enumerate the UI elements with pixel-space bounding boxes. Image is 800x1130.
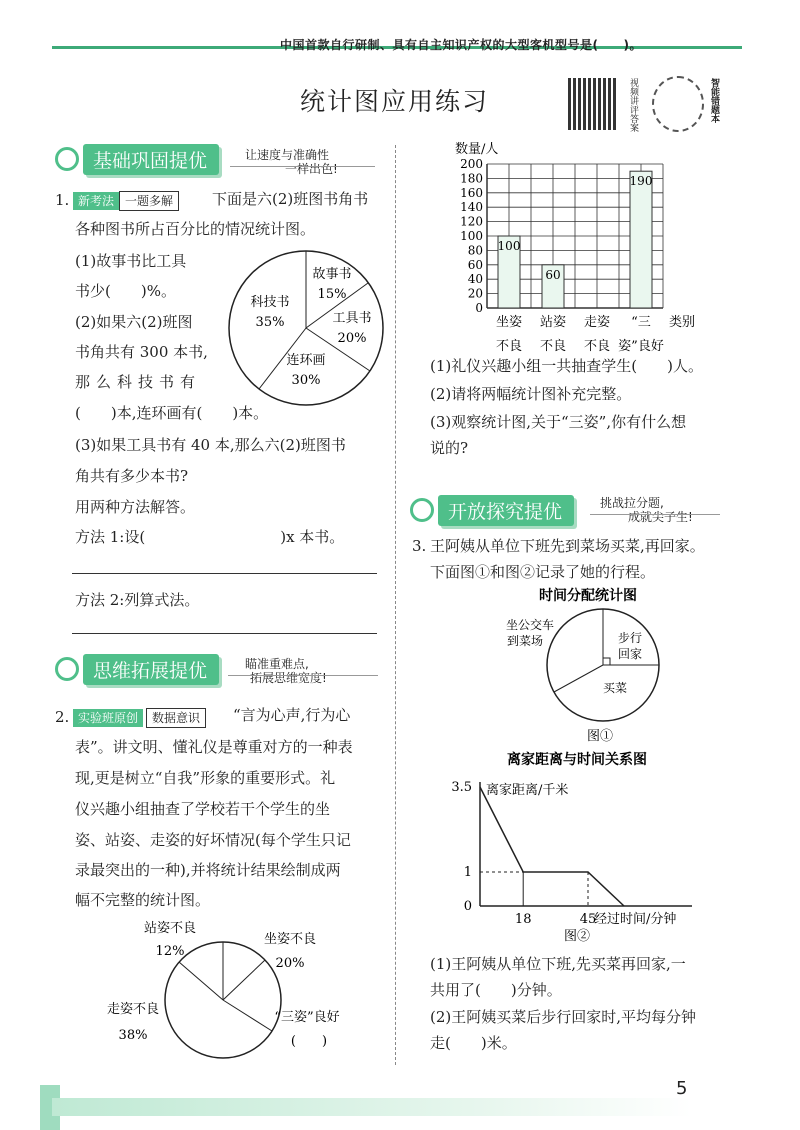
x-tick-label: “三 bbox=[631, 315, 651, 330]
pie-chart-time bbox=[470, 582, 690, 750]
y-tick-label: 0 bbox=[475, 301, 483, 315]
q2-line: 录最突出的一种),并将统计结果绘制成两 bbox=[75, 861, 341, 879]
page-number: 5 bbox=[676, 1078, 688, 1099]
slogan-line: 一样出色! bbox=[285, 162, 338, 176]
y-tick-label: 180 bbox=[460, 171, 483, 186]
y-tick-label: 40 bbox=[467, 272, 483, 287]
q1-p2-line: 那么科技书有 bbox=[75, 373, 202, 391]
q3-sub1: 共用了( )分钟。 bbox=[430, 981, 562, 999]
section-header-basic bbox=[55, 145, 219, 173]
app-caption: 智能错题本 bbox=[709, 78, 719, 123]
y-tick-label: 140 bbox=[460, 200, 483, 215]
q1-p1-line: 书少( )%。 bbox=[75, 282, 176, 300]
pie-value: 20% bbox=[337, 331, 367, 346]
qr-code-icon[interactable] bbox=[568, 78, 618, 130]
q2-line: 现,更是树立“自我”形象的重要形式。礼 bbox=[75, 769, 336, 787]
x-tick-label: 走姿 bbox=[583, 315, 611, 330]
q2-sub3: (3)观察统计图,关于“三姿”,你有什么想 bbox=[430, 413, 687, 431]
pie-label: “三姿”良好 bbox=[274, 1010, 340, 1025]
x-tick-label: 不良 bbox=[495, 339, 523, 353]
qr-caption: 视频讲评答案 bbox=[628, 78, 638, 132]
slogan-line: 成就尖子生! bbox=[628, 510, 693, 524]
chart-caption: 图② bbox=[563, 929, 591, 944]
y-tick-label: 1 bbox=[463, 865, 472, 880]
section-header-explore bbox=[410, 496, 574, 524]
pie-label: 科技书 bbox=[250, 295, 290, 310]
pie-chart-books bbox=[222, 244, 392, 414]
line-chart-distance bbox=[432, 748, 722, 946]
bar-chart-posture bbox=[420, 138, 720, 353]
y-tick-label: 100 bbox=[460, 229, 483, 243]
q2-line: 姿、站姿、走姿的好坏情况(每个学生只记 bbox=[75, 831, 351, 849]
q2-sub3: 说的? bbox=[430, 439, 469, 457]
pie-label: 故事书 bbox=[312, 267, 352, 282]
x-axis-label: 经过时间/分钟 bbox=[594, 912, 677, 927]
page-title: 统计图应用练习 bbox=[300, 87, 490, 116]
y-tick-label: 160 bbox=[460, 185, 483, 200]
q3-number: 3. bbox=[412, 537, 427, 555]
bottom-decoration bbox=[52, 1098, 692, 1116]
chart-title: 时间分配统计图 bbox=[539, 588, 637, 604]
column-divider bbox=[395, 145, 396, 1065]
y-tick-label: 80 bbox=[467, 243, 483, 258]
pie-label: 走姿不良 bbox=[106, 1002, 160, 1017]
pie-divider bbox=[223, 1000, 272, 1031]
section-badge: 思维拓展提优 bbox=[83, 654, 219, 685]
bar-value-label: 60 bbox=[545, 267, 561, 282]
q1-p2-line: (2)如果六(2)班图 bbox=[75, 313, 193, 331]
q1-number: 1. bbox=[55, 191, 70, 209]
q2-line: 仪兴趣小组抽查了学校若干个学生的坐 bbox=[75, 800, 331, 818]
x-tick-label: 站姿 bbox=[539, 315, 567, 330]
method-1: 方法 1:设( )x 本书。 bbox=[75, 528, 345, 546]
pie-label: 工具书 bbox=[332, 311, 372, 326]
q2-sub1: (1)礼仪兴趣小组一共抽查学生( )人。 bbox=[430, 357, 703, 375]
y-tick-label: 120 bbox=[460, 214, 483, 229]
x-tick-label: 不良 bbox=[539, 339, 567, 353]
pie-label: 步行 bbox=[617, 631, 643, 645]
pie-label: 坐公交车 bbox=[505, 618, 555, 632]
q2-number: 2. bbox=[55, 708, 70, 726]
slogan-rule bbox=[230, 166, 375, 167]
pie-divider bbox=[223, 960, 265, 1000]
app-logo-icon bbox=[652, 76, 704, 132]
q1-intro-1: 下面是六(2)班图书角书 bbox=[212, 190, 369, 208]
x-tick-label: 45 bbox=[579, 912, 597, 927]
pie-value: 35% bbox=[255, 315, 285, 330]
slogan-rule bbox=[228, 675, 378, 676]
slogan-line: 让速度与准确性 bbox=[245, 148, 330, 162]
pie-value: 15% bbox=[317, 287, 347, 302]
q3-sub2: 走( )米。 bbox=[430, 1034, 517, 1052]
pie-divider bbox=[554, 665, 603, 692]
chart-caption: 图① bbox=[586, 729, 614, 744]
slogan-rule bbox=[590, 514, 720, 515]
chart-title: 离家距离与时间关系图 bbox=[507, 752, 647, 768]
bar-value-label: 190 bbox=[629, 174, 653, 189]
q2-tags bbox=[73, 707, 206, 728]
section-header-extend bbox=[55, 655, 219, 683]
pie-value: 38% bbox=[118, 1028, 148, 1043]
pie-label: 到菜场 bbox=[506, 634, 544, 648]
q3-sub2: (2)王阿姨买菜后步行回家时,平均每分钟 bbox=[430, 1008, 697, 1026]
q2-sub2: (2)请将两幅统计图补充完整。 bbox=[430, 385, 632, 403]
answer-rule bbox=[72, 633, 377, 634]
y-tick-label: 20 bbox=[467, 286, 483, 301]
slogan-line: 拓展思维宽度! bbox=[250, 671, 327, 685]
q1-p3-line: (3)如果工具书有 40 本,那么六(2)班图书 bbox=[75, 436, 346, 454]
section-badge: 基础巩固提优 bbox=[83, 144, 219, 175]
q3-line: 王阿姨从单位下班先到菜场买菜,再回家。 bbox=[430, 537, 705, 555]
section-badge: 开放探究提优 bbox=[438, 495, 574, 526]
pie-divider bbox=[179, 962, 223, 1000]
pie-chart-posture bbox=[95, 915, 385, 1065]
pie-label: 回家 bbox=[617, 647, 643, 661]
pie-value: 20% bbox=[275, 956, 305, 971]
q1-p1-line: (1)故事书比工具 bbox=[75, 252, 187, 270]
x-tick-label: 不良 bbox=[583, 339, 611, 353]
q2-line: “言为心声,行为心 bbox=[233, 706, 351, 724]
q1-tags bbox=[73, 190, 179, 211]
pie-value: ( ) bbox=[290, 1034, 328, 1049]
slogan-line: 瞄准重难点, bbox=[245, 657, 309, 671]
q2-line: 幅不完整的统计图。 bbox=[75, 891, 211, 909]
y-tick-label: 0 bbox=[463, 899, 472, 914]
target-icon bbox=[55, 147, 79, 171]
section-slogan bbox=[245, 148, 338, 176]
y-tick-label: 60 bbox=[467, 257, 483, 272]
section-slogan bbox=[245, 657, 327, 685]
x-tick-label: 坐姿 bbox=[495, 315, 523, 330]
pie-label: 站姿不良 bbox=[143, 921, 197, 936]
section-slogan bbox=[600, 496, 693, 524]
pie-value: 30% bbox=[291, 373, 321, 388]
bar-value-label: 100 bbox=[497, 239, 521, 253]
top-question: 中国首款自行研制、具有自主知识产权的大型客机型号是( )。 bbox=[280, 38, 642, 52]
satellite-icon bbox=[410, 498, 434, 522]
series-line bbox=[480, 787, 624, 906]
pie-label: 连环画 bbox=[286, 353, 326, 368]
tag-original: 实验班原创 bbox=[73, 709, 143, 727]
x-tick-label: 18 bbox=[514, 912, 532, 927]
ufo-icon bbox=[55, 657, 79, 681]
bar bbox=[630, 171, 652, 308]
q1-p2-line: ( )本,连环画有( )本。 bbox=[75, 404, 269, 422]
y-tick-label: 200 bbox=[460, 157, 483, 171]
x-axis-label: 类别 bbox=[669, 315, 696, 330]
answer-rule bbox=[72, 573, 377, 574]
y-tick-label: 3.5 bbox=[451, 780, 472, 795]
q3-sub1: (1)王阿姨从单位下班,先买菜再回家,一 bbox=[430, 955, 686, 973]
y-axis-label: 离家距离/千米 bbox=[486, 783, 569, 798]
q2-line: 表”。讲文明、懂礼仪是尊重对方的一种表 bbox=[75, 738, 353, 756]
tag-new: 新考法 bbox=[73, 192, 119, 210]
x-tick-label: 姿”良好 bbox=[618, 339, 664, 353]
right-angle-mark bbox=[603, 658, 610, 665]
tag-data: 数据意识 bbox=[146, 708, 206, 728]
method-2: 方法 2:列算式法。 bbox=[75, 591, 200, 609]
slogan-line: 挑战拉分题, bbox=[600, 496, 664, 510]
pie-label: 坐姿不良 bbox=[263, 932, 317, 947]
q1-p2-line: 书角共有 300 本书, bbox=[75, 343, 208, 361]
q1-p3-line: 角共有多少本书? bbox=[75, 467, 189, 485]
y-axis-label: 数量/人 bbox=[455, 142, 499, 157]
pie-label: 买菜 bbox=[602, 681, 628, 695]
pie-value: 12% bbox=[155, 944, 185, 959]
q3-line: 下面图①和图②记录了她的行程。 bbox=[430, 563, 656, 581]
tag-multi: 一题多解 bbox=[119, 191, 179, 211]
q1-p3-line: 用两种方法解答。 bbox=[75, 498, 196, 516]
q1-intro-2: 各种图书所占百分比的情况统计图。 bbox=[75, 220, 316, 238]
